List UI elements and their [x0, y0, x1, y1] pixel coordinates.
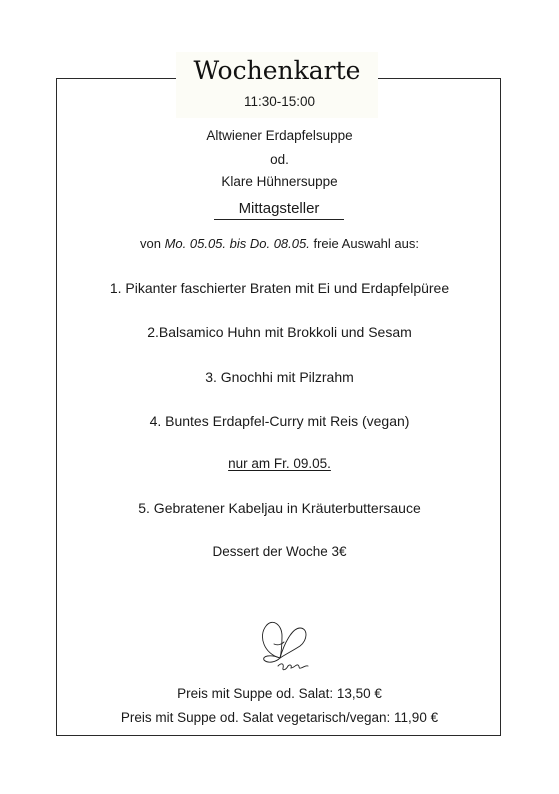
period-line	[0, 236, 559, 251]
dessert: Dessert der Woche 3€	[212, 544, 347, 559]
soup-2: Klare Hühnersuppe	[221, 174, 338, 189]
period-suffix: freie Auswahl aus:	[313, 236, 419, 251]
dish-2: 2.Balsamico Huhn mit Brokkoli und Sesam	[147, 324, 412, 340]
friday-label-wrap	[0, 456, 559, 471]
price-regular: Preis mit Suppe od. Salat: 13,50 €	[177, 686, 382, 701]
dish-5: 5. Gebratener Kabeljau in Kräuterbuttersauce	[138, 500, 421, 516]
signature-logo	[254, 614, 316, 676]
dish-4: 4. Buntes Erdapfel-Curry mit Reis (vegan)	[149, 413, 410, 429]
period-range: Mo. 05.05. bis Do. 08.05.	[164, 236, 310, 251]
soup-1: Altwiener Erdapfelsuppe	[206, 128, 353, 143]
soup-or: od.	[270, 152, 289, 167]
period-prefix: von	[140, 236, 161, 251]
menu-title: Wochenkarte	[193, 56, 361, 85]
friday-label: nur am Fr. 09.05.	[228, 456, 331, 471]
section-title: Mittagsteller	[214, 200, 344, 220]
dish-1: 1. Pikanter faschierter Braten mit Ei und Erdapfelpüree	[109, 280, 450, 296]
price-vegetarian: Preis mit Suppe od. Salat vegetarisch/vegan: 11,90 €	[120, 710, 439, 725]
opening-hours: 11:30-15:00	[243, 94, 316, 109]
dish-3: 3. Gnochhi mit Pilzrahm	[205, 369, 354, 385]
